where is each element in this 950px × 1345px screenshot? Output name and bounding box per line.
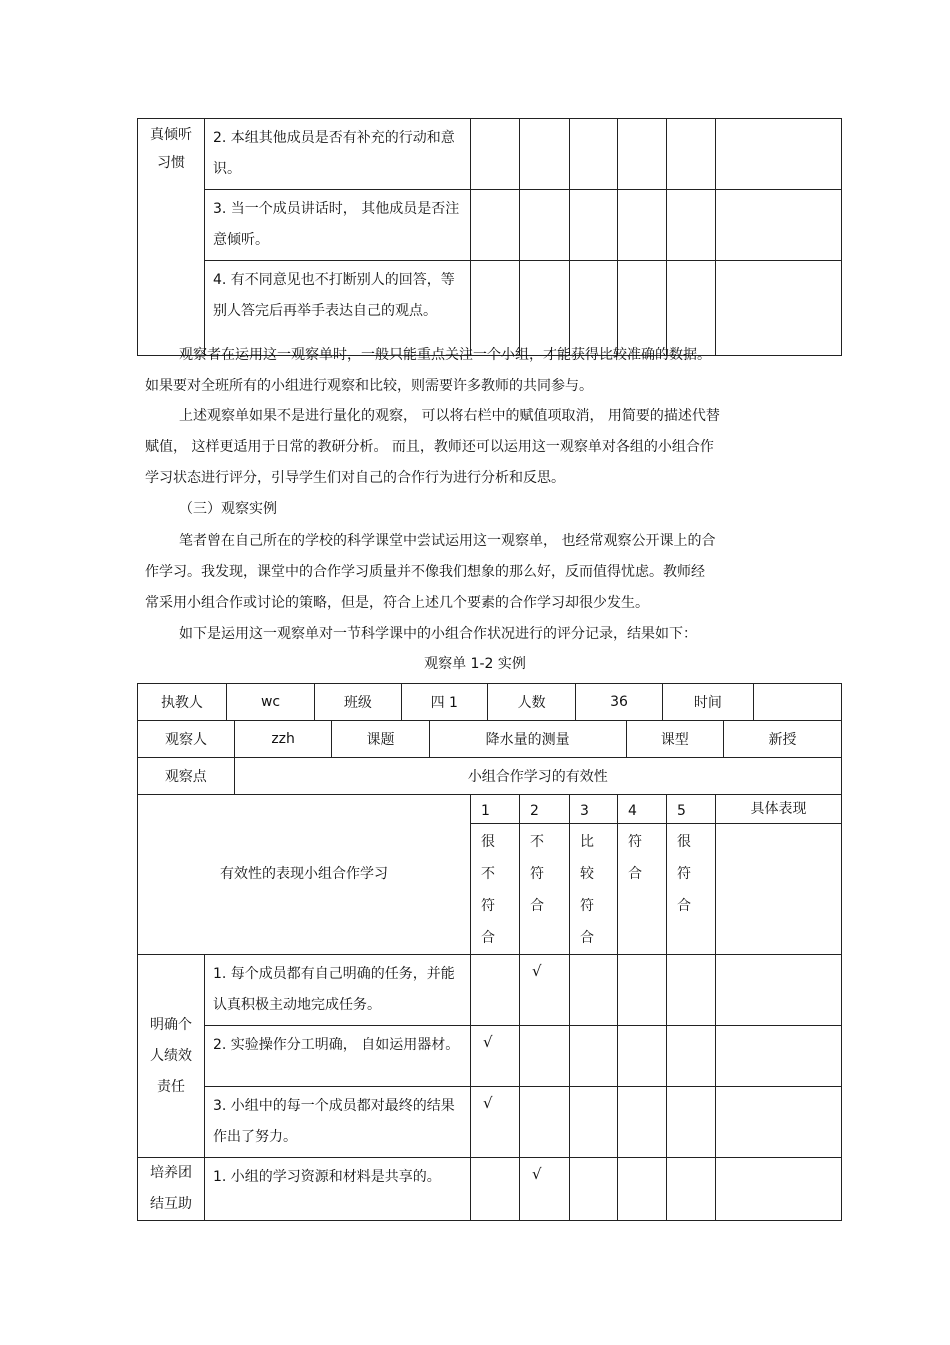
- paragraph-line: 赋值， 这样更适用于日常的教研分析。 而且，教师还可以运用这一观察单对各组的小组合作: [145, 439, 714, 455]
- paragraph-line: 笔者曾在自己所在的学校的科学课堂中尝试运用这一观察单， 也经常观察公开课上的合: [179, 533, 716, 549]
- score-number: 4: [618, 795, 667, 824]
- class-label: 班级: [315, 684, 401, 720]
- point-value: 小组合作学习的有效性: [234, 758, 841, 794]
- score-cell: [570, 190, 618, 261]
- detail-cell: [716, 1026, 842, 1087]
- detail-cell: [716, 955, 842, 1026]
- score-cell: [667, 1087, 716, 1158]
- check-mark: √: [520, 1158, 570, 1221]
- detail-header: 具体表现: [716, 795, 842, 824]
- criterion-item: 3. 当一个成员讲话时， 其他成员是否注意倾听。: [205, 190, 471, 261]
- observation-table-continued: [137, 118, 842, 356]
- score-label: 不 符 合: [520, 824, 570, 955]
- category-label: 真倾听习惯: [150, 127, 192, 171]
- section-label-cell: [138, 1158, 205, 1221]
- time-label: 时间: [662, 684, 753, 720]
- section-label: 明确个人绩效责任: [150, 1016, 192, 1095]
- detail-cell: [716, 1087, 842, 1158]
- info-row: [138, 721, 842, 758]
- point-label: 观察点: [164, 769, 207, 785]
- detail-cell: [716, 119, 842, 190]
- paragraph-line: 学习状态进行评分，引导学生们对自己的合作行为进行分析和反思。: [145, 470, 565, 486]
- info-row-inner: [138, 721, 841, 757]
- score-number: 2: [520, 795, 570, 824]
- detail-cell: [716, 190, 842, 261]
- table-caption: 观察单 1-2 实例: [424, 656, 526, 672]
- check-mark: √: [471, 1026, 520, 1087]
- class-value: 四 1: [401, 684, 487, 720]
- table-row: [138, 1026, 842, 1087]
- score-cell: [618, 955, 667, 1026]
- score-cell: [667, 190, 716, 261]
- score-label: 很 符 合: [667, 824, 716, 955]
- score-cell: [618, 1087, 667, 1158]
- paragraph-line: 常采用小组合作或讨论的策略，但是，符合上述几个要素的合作学习却很少发生。: [145, 595, 649, 611]
- score-cell: [667, 119, 716, 190]
- info-row: [138, 684, 842, 721]
- score-number: 3: [570, 795, 618, 824]
- count-value: 36: [576, 684, 662, 720]
- score-cell: [667, 955, 716, 1026]
- score-cell: [570, 955, 618, 1026]
- table-row: [138, 1158, 842, 1221]
- score-cell: [570, 1026, 618, 1087]
- score-cell: [471, 955, 520, 1026]
- score-cell: [667, 1026, 716, 1087]
- paragraph-line: 如下是运用这一观察单对一节科学课中的小组合作状况进行的评分记录，结果如下：: [179, 626, 697, 642]
- time-value: [754, 684, 841, 720]
- category-cell: [138, 119, 205, 356]
- score-cell: [618, 1026, 667, 1087]
- criterion-item: 3. 小组中的每一个成员都对最终的结果作出了努力。: [205, 1087, 471, 1158]
- table-row: [138, 955, 842, 1026]
- score-cell: [667, 1158, 716, 1221]
- score-cell: [570, 119, 618, 190]
- observation-table-example: [137, 683, 842, 1221]
- detail-cell: [716, 1158, 842, 1221]
- type-label: 课型: [626, 721, 723, 757]
- info-row: [138, 758, 842, 795]
- criterion-item: 1. 小组的学习资源和材料是共享的。: [205, 1158, 471, 1221]
- teacher-value: wc: [226, 684, 314, 720]
- teacher-label: 执教人: [160, 695, 203, 711]
- score-cell: [520, 190, 570, 261]
- score-cell: [520, 1087, 570, 1158]
- score-cell: [618, 1158, 667, 1221]
- observer-value: zzh: [234, 721, 331, 757]
- score-cell: [520, 1026, 570, 1087]
- score-cell: [471, 190, 520, 261]
- score-label: 比 较 符 合: [570, 824, 618, 955]
- score-cell: [570, 1158, 618, 1221]
- detail-cell: [716, 824, 842, 955]
- info-row-inner: [138, 684, 841, 720]
- check-mark: √: [520, 955, 570, 1026]
- score-cell: [471, 119, 520, 190]
- paragraph-line: 上述观察单如果不是进行量化的观察， 可以将右栏中的赋值项取消， 用简要的描述代替: [179, 408, 720, 424]
- criterion-item: 2. 本组其他成员是否有补充的行动和意识。: [205, 119, 471, 190]
- paragraph-line: 如果要对全班所有的小组进行观察和比较，则需要许多教师的共同参与。: [145, 378, 593, 394]
- score-cell: [570, 1087, 618, 1158]
- count-label: 人数: [487, 684, 575, 720]
- score-cell: [618, 119, 667, 190]
- topic-label: 课题: [332, 721, 429, 757]
- score-number: 5: [667, 795, 716, 824]
- table-row: [138, 1087, 842, 1158]
- criterion-item: 1. 每个成员都有自己明确的任务，并能认真积极主动地完成任务。: [205, 955, 471, 1026]
- type-value: 新授: [723, 721, 841, 757]
- score-label: 很 不 符 合: [471, 824, 520, 955]
- paragraph-line: 作学习。我发现，课堂中的合作学习质量并不像我们想象的那么好，反而值得忧虑。教师经: [145, 564, 705, 580]
- observer-label: 观察人: [164, 732, 207, 748]
- score-cell: [618, 190, 667, 261]
- info-row-inner: [138, 758, 841, 794]
- paragraph-line: 观察者在运用这一观察单时，一般只能重点关注一个小组，才能获得比较准确的数据。: [179, 347, 711, 363]
- section-label: 培养团结互助: [150, 1165, 192, 1212]
- section-heading: （三）观察实例: [179, 501, 277, 517]
- score-number: 1: [471, 795, 520, 824]
- check-mark: √: [471, 1087, 520, 1158]
- topic-value: 降水量的测量: [429, 721, 626, 757]
- header-left: 有效性的表现小组合作学习: [138, 795, 471, 955]
- criterion-item: 2. 实验操作分工明确， 自如运用器材。: [205, 1026, 471, 1087]
- score-label: 符 合: [618, 824, 667, 955]
- score-cell: [471, 1158, 520, 1221]
- criterion-item: 4. 有不同意见也不打断别人的回答，等别人答完后再举手表达自己的观点。: [205, 261, 471, 356]
- score-cell: [520, 119, 570, 190]
- section-label-cell: [138, 955, 205, 1158]
